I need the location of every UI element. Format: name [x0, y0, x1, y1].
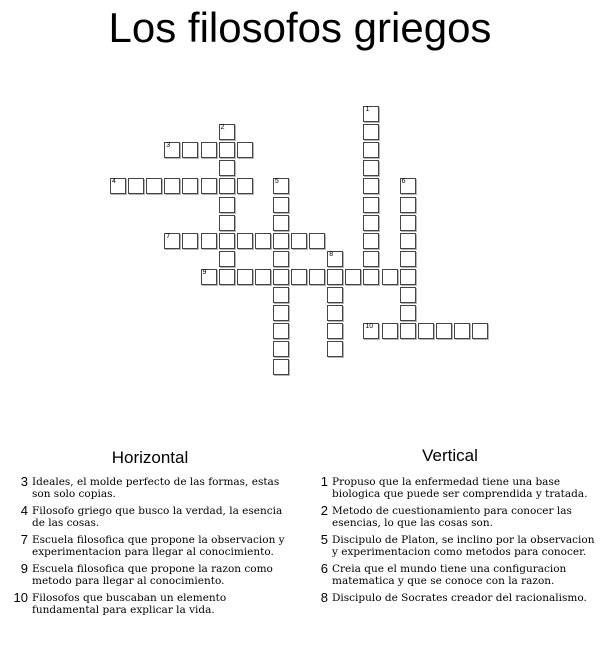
crossword-cell[interactable]: [110, 178, 126, 194]
crossword-cell[interactable]: [201, 178, 217, 194]
crossword-cell[interactable]: [219, 233, 235, 249]
crossword-cell[interactable]: [345, 269, 361, 285]
clue-text: Filosofos que buscaban un elemento fundamental para explicar la vida.: [32, 592, 227, 616]
crossword-cell[interactable]: [273, 178, 289, 194]
crossword-cell[interactable]: [400, 287, 416, 303]
crossword-cell[interactable]: [273, 197, 289, 213]
clue-number: 9: [20, 561, 28, 576]
horizontal-heading: Horizontal: [111, 448, 189, 467]
crossword-cell[interactable]: [237, 142, 253, 158]
crossword-cell[interactable]: [363, 269, 379, 285]
clue-number: 1: [320, 474, 328, 489]
clue-text: Ideales, el molde perfecto de las formas, estas son solo copias.: [32, 476, 280, 500]
crossword-cell[interactable]: [291, 269, 307, 285]
clue-2-down: [308, 505, 600, 529]
crossword-cell[interactable]: [219, 160, 235, 176]
crossword-cell[interactable]: [273, 287, 289, 303]
crossword-cell[interactable]: [237, 269, 253, 285]
crossword-cell[interactable]: [273, 341, 289, 357]
crossword-cell[interactable]: [201, 142, 217, 158]
crossword-cell[interactable]: [309, 233, 325, 249]
cell-number: 5: [274, 178, 279, 186]
crossword-cell[interactable]: [363, 323, 379, 339]
cell-number: 6: [401, 178, 406, 186]
clue-number: 5: [320, 532, 328, 547]
puzzle-title: Los filosofos griegos: [108, 4, 492, 51]
crossword-cell[interactable]: [418, 323, 434, 339]
clue-9-across: [6, 563, 296, 587]
crossword-cell[interactable]: [219, 197, 235, 213]
cell-number: 8: [329, 250, 334, 258]
crossword-cell[interactable]: [327, 341, 343, 357]
crossword-cell[interactable]: [237, 178, 253, 194]
crossword-cell[interactable]: [164, 142, 180, 158]
cell-number: 2: [220, 124, 225, 132]
cell-number: 10: [365, 323, 374, 331]
crossword-cell[interactable]: [273, 215, 289, 231]
clue-number: 4: [20, 503, 28, 518]
crossword-cell[interactable]: [472, 323, 488, 339]
clue-1-down: [308, 476, 600, 500]
crossword-cell[interactable]: [363, 124, 379, 140]
crossword-cell[interactable]: [327, 251, 343, 267]
crossword-cell[interactable]: [400, 251, 416, 267]
crossword-cell[interactable]: [454, 323, 470, 339]
crossword-cell[interactable]: [182, 178, 198, 194]
crossword-cell[interactable]: [273, 233, 289, 249]
crossword-cell[interactable]: [363, 160, 379, 176]
crossword-cell[interactable]: [327, 323, 343, 339]
crossword-cell[interactable]: [400, 178, 416, 194]
clue-number: 7: [20, 532, 28, 547]
crossword-cell[interactable]: [400, 305, 416, 321]
crossword-cell[interactable]: [273, 323, 289, 339]
crossword-cell[interactable]: [400, 269, 416, 285]
crossword-cell[interactable]: [182, 142, 198, 158]
clue-text: Creia que el mundo tiene una configuracion matematica y que se conoce con la razon.: [332, 563, 567, 587]
cell-number: 9: [202, 268, 207, 276]
crossword-cell[interactable]: [219, 124, 235, 140]
crossword-cell[interactable]: [327, 269, 343, 285]
clue-8-down: [308, 592, 600, 604]
clue-10-across: [6, 592, 296, 616]
crossword-cell[interactable]: [273, 305, 289, 321]
crossword-cell[interactable]: [382, 323, 398, 339]
clue-text: Discipulo de Platon, se inclino por la observacion y experimentacion como metodos para conocer.: [332, 534, 595, 558]
cell-number: 7: [166, 232, 171, 240]
crossword-cell[interactable]: [400, 197, 416, 213]
crossword-cell[interactable]: [327, 305, 343, 321]
vertical-clues: [308, 476, 600, 609]
clue-text: Metodo de cuestionamiento para conocer las esencias, lo que las cosas son.: [332, 505, 572, 529]
crossword-cell[interactable]: [436, 323, 452, 339]
clue-text: Propuso que la enfermedad tiene una base biologica que puede ser comprendida y tratada.: [332, 476, 588, 500]
crossword-cell[interactable]: [237, 233, 253, 249]
crossword-cell[interactable]: [363, 233, 379, 249]
crossword-cell[interactable]: [363, 106, 379, 122]
crossword-cell[interactable]: [219, 142, 235, 158]
clue-number: 3: [20, 474, 28, 489]
crossword-cell[interactable]: [255, 269, 271, 285]
crossword-cell[interactable]: [201, 233, 217, 249]
crossword-cell[interactable]: [273, 251, 289, 267]
crossword-cell[interactable]: [400, 323, 416, 339]
crossword-cell[interactable]: [382, 269, 398, 285]
clue-7-across: [6, 534, 296, 558]
crossword-cell[interactable]: [128, 178, 144, 194]
clue-text: Escuela filosofica que propone la razon como metodo para llegar al conocimiento.: [32, 563, 273, 587]
vertical-heading: Vertical: [422, 446, 478, 465]
clue-number: 10: [13, 590, 28, 605]
clue-text: Discipulo de Socrates creador del racionalismo.: [332, 592, 587, 604]
clue-6-down: [308, 563, 600, 587]
clue-text: Escuela filosofica que propone la observacion y experimentacion para llegar al conocimiento.: [32, 534, 285, 558]
clue-number: 2: [320, 503, 328, 518]
crossword-cell[interactable]: [164, 178, 180, 194]
clue-text: Filosofo griego que busco la verdad, la esencia de las cosas.: [32, 505, 283, 529]
clue-4-across: [6, 505, 296, 529]
cell-number: 4: [112, 178, 116, 186]
crossword-cell[interactable]: [273, 359, 289, 375]
crossword-cell[interactable]: [327, 287, 343, 303]
crossword-cell[interactable]: [363, 178, 379, 194]
clue-number: 6: [320, 561, 328, 576]
cell-number: 3: [166, 142, 171, 150]
crossword-cell[interactable]: [201, 269, 217, 285]
crossword-cell[interactable]: [363, 251, 379, 267]
crossword-cell[interactable]: [400, 233, 416, 249]
crossword-cell[interactable]: [219, 215, 235, 231]
crossword-cell[interactable]: [273, 269, 289, 285]
cell-number: 1: [365, 106, 370, 113]
clue-3-across: [6, 476, 296, 500]
crossword-cell[interactable]: [219, 178, 235, 194]
horizontal-clues: [6, 476, 296, 621]
crossword-cell[interactable]: [400, 215, 416, 231]
crossword-cell[interactable]: [219, 269, 235, 285]
crossword-cell[interactable]: [291, 233, 307, 249]
crossword-cell[interactable]: [219, 251, 235, 267]
crossword-cell[interactable]: [255, 233, 271, 249]
crossword-cell[interactable]: [363, 142, 379, 158]
crossword-cell[interactable]: [363, 197, 379, 213]
clue-5-down: [308, 534, 600, 558]
crossword-cell[interactable]: [363, 215, 379, 231]
crossword-cell[interactable]: [182, 233, 198, 249]
crossword-cell[interactable]: [309, 269, 325, 285]
clue-number: 8: [320, 590, 328, 605]
crossword-cell[interactable]: [164, 233, 180, 249]
crossword-cell[interactable]: [146, 178, 162, 194]
